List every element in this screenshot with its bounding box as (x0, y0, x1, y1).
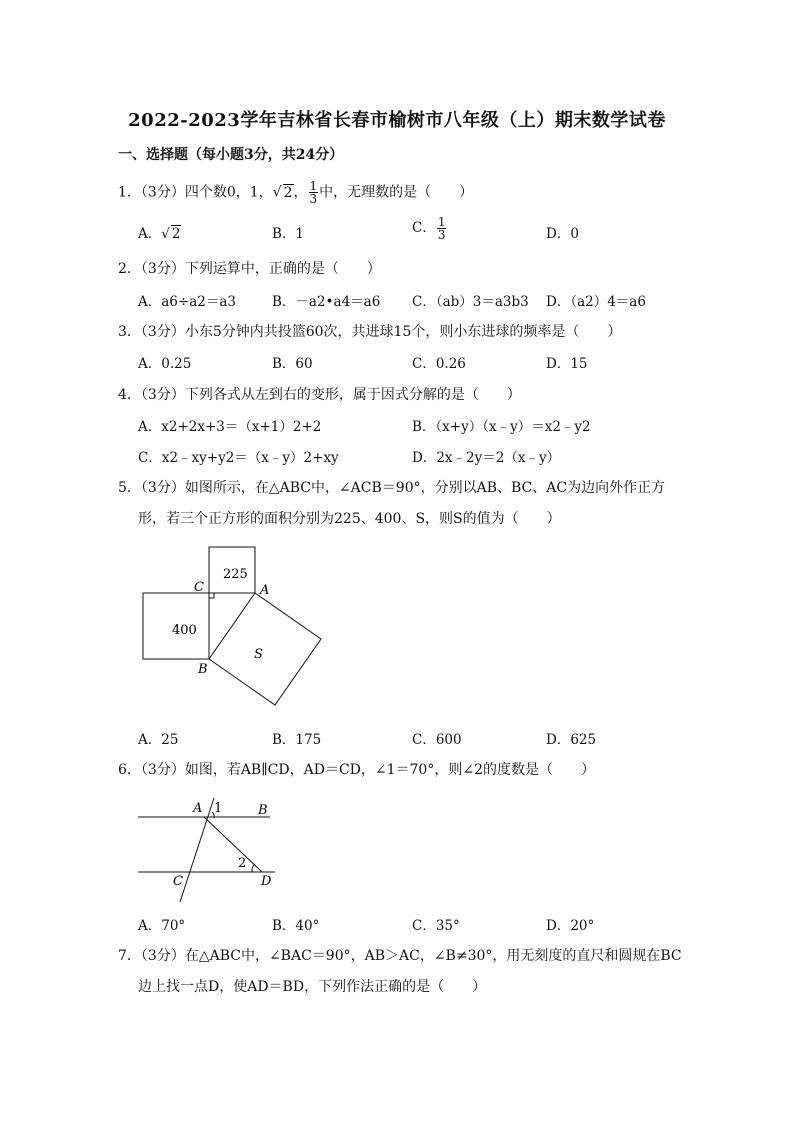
value-225: 225 (223, 567, 248, 582)
q1-stem-part-b: 中，无理数的是（ ） (319, 184, 474, 201)
q1-option-b[interactable]: B．1 (272, 226, 305, 242)
question-7-stem-line-2: 边上找一点D，使AD＝BD，下列作法正确的是（ ） (138, 979, 487, 995)
label-c: C (194, 580, 204, 595)
q1-option-c-numerator: 1 (437, 215, 446, 229)
q3-option-c[interactable]: C．0.26 (412, 356, 466, 372)
q6-option-c[interactable]: C．35° (412, 918, 460, 934)
q1-number: 1． (118, 184, 141, 201)
q4-option-c[interactable]: C．x2﹣xy+y2＝（x﹣y）2+xy (138, 450, 339, 466)
q2-option-c[interactable]: C．（ab）3＝a3b3 (412, 294, 529, 310)
label-c: C (173, 874, 183, 889)
q1-option-a-label: A． (138, 226, 162, 242)
question-1-stem: 1．（3分）四个数0，1，√ 2， $\frac{1}{3}$ 中，无理数的是（ ） (118, 179, 474, 206)
q4-option-a[interactable]: A．x2+2x+3＝（x+1）2+2 (138, 419, 322, 435)
q2-option-d[interactable]: D．（a2）4＝a6 (546, 294, 646, 310)
q4-option-d[interactable]: D．2x﹣2y＝2（x﹣y） (412, 450, 561, 466)
q4-option-b[interactable]: B．（x+y）（x﹣y）＝x2﹣y2 (412, 419, 591, 435)
q5-option-b[interactable]: B．175 (272, 732, 322, 748)
q6-option-d[interactable]: D．20° (546, 918, 595, 934)
value-400: 400 (172, 623, 197, 638)
q1-stem-part-a: 四个数0，1， (184, 184, 273, 201)
sqrt-symbol: √ (272, 184, 282, 201)
q1-option-c-label: C． (412, 220, 436, 236)
q3-option-b[interactable]: B．60 (272, 356, 313, 372)
value-s: S (254, 647, 263, 662)
page-title: 2022-2023学年吉林省长春市榆树市八年级（上）期末数学试卷 (128, 110, 666, 131)
label-1: 1 (214, 801, 223, 816)
label-b: B (258, 803, 268, 818)
label-b: B (198, 662, 208, 677)
question-4-stem: 4．（3分）下列各式从左到右的变形，属于因式分解的是（ ） (118, 387, 521, 403)
sqrt-symbol: √ (161, 226, 170, 242)
segment-ad (204, 817, 262, 872)
question-5-stem-line-1: 5．（3分）如图所示，在△ABC中，∠ACB＝90°，分别以AB、BC、AC为边向外作正方 (118, 480, 666, 496)
q2-option-b[interactable]: B．－a2•a4＝a6 (272, 294, 381, 310)
q1-option-c-denominator: 3 (437, 228, 446, 242)
q1-score: （3分） (140, 184, 185, 201)
q1-sqrt-value: 2 (283, 184, 293, 201)
q5-option-a[interactable]: A．25 (138, 732, 179, 748)
label-a: A (193, 801, 203, 816)
section-heading: 一、选择题（每小题3分，共24分） (118, 147, 344, 163)
q3-option-a[interactable]: A．0.25 (138, 356, 192, 372)
question-7-stem-line-1: 7．（3分）在△ABC中，∠BAC＝90°，AB＞AC，∠B≠30°，用无刻度的直尺和圆规在BC (118, 948, 682, 964)
q6-option-b[interactable]: B．40° (272, 918, 320, 934)
question-3-stem: 3．（3分）小东5分钟内共投篮60次，共进球15个，则小东进球的频率是（ ） (118, 324, 622, 340)
q1-fraction-denominator: 3 (309, 192, 318, 206)
q1-fraction-numerator: 1 (309, 179, 318, 193)
q3-option-d[interactable]: D．15 (546, 356, 588, 372)
question-5-stem-line-2: 形，若三个正方形的面积分别为225、400、S，则S的值为（ ） (138, 511, 561, 527)
q1-option-d[interactable]: D．0 (546, 226, 579, 242)
label-d: D (261, 874, 272, 889)
q6-option-a[interactable]: A．70° (138, 918, 186, 934)
q5-option-d[interactable]: D．625 (546, 732, 597, 748)
label-a: A (260, 583, 270, 598)
q2-option-a[interactable]: A．a6÷a2＝a3 (138, 294, 236, 310)
question-2-stem: 2．（3分）下列运算中，正确的是（ ） (118, 261, 381, 277)
question-6-stem: 6．（3分）如图，若AB∥CD，AD＝CD，∠1＝70°，则∠2的度数是（ ） (118, 762, 595, 778)
label-2: 2 (238, 856, 247, 871)
q1-option-a-value: 2 (171, 226, 181, 242)
q5-option-c[interactable]: C．600 (412, 732, 462, 748)
